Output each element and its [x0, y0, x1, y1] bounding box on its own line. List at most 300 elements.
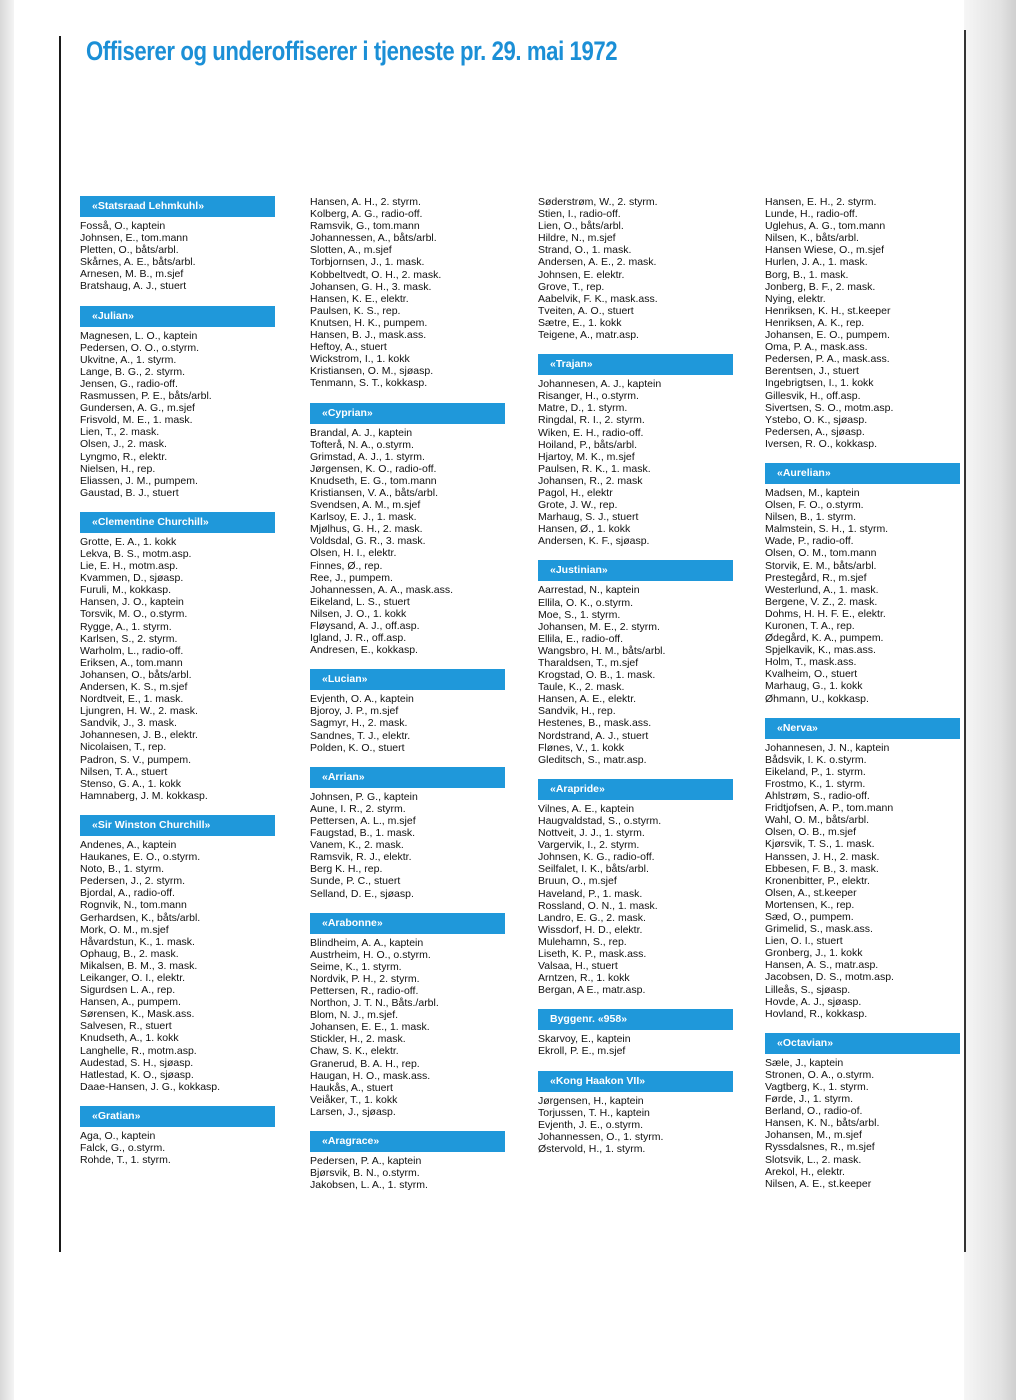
crew-entry: Teigene, A., matr.asp. — [538, 329, 639, 342]
crew-entry: Kolberg, A. G., radio-off. — [310, 208, 423, 221]
crew-entry: Ringdal, R. I., 2. styrm. — [538, 414, 645, 427]
crew-entry: Jørgensen, H., kaptein — [538, 1094, 644, 1107]
crew-entry: Johnsen, E., tom.mann — [80, 232, 188, 245]
crew-entry: Bådsvik, I. K. o.styrm. — [765, 753, 867, 766]
crew-entry: Ophaug, B., 2. mask. — [80, 947, 179, 960]
crew-entry: Paulsen, K. S., rep. — [310, 304, 401, 317]
ship-header: «Nerva» — [765, 718, 960, 739]
crew-entry: Stronen, O. A., o.styrm. — [765, 1068, 875, 1081]
crew-entry: Henriksen, A. K., rep. — [765, 316, 865, 329]
crew-entry: Johansen, E. E., 1. mask. — [310, 1021, 430, 1034]
crew-entry: Bjørsvik, B. N., o.styrm. — [310, 1167, 420, 1180]
ship-header: «Clementine Churchill» — [80, 512, 275, 533]
crew-entry: Nicolaisen, T., rep. — [80, 741, 167, 754]
crew-entry: Andersen, K. S., m.sjef — [80, 681, 188, 693]
crew-entry: Seilfalet, I. K., båts/arbl. — [538, 863, 649, 876]
column-2 — [310, 196, 505, 1204]
crew-entry: Bergene, V. Z., 2. mask. — [765, 595, 878, 608]
crew-entry: Uglehus, A. G., tom.mann — [765, 220, 886, 233]
crew-entry: Larsen, J., sjøasp. — [310, 1105, 396, 1118]
crew-entry: Jørgensen, K. O., radio-off. — [310, 462, 437, 475]
crew-entry: Stenso, G. A., 1. kokk — [80, 777, 181, 790]
crew-entry: Matre, D., 1. styrm. — [538, 402, 628, 415]
crew-entry: Tveiten, A. O., stuert — [538, 304, 634, 317]
crew-entry: Stickler, H., 2. mask. — [310, 1033, 406, 1046]
crew-entry: Faugstad, B., 1. mask. — [310, 827, 416, 840]
crew-entry: Hansen, A. S., matr.asp. — [765, 959, 879, 972]
crew-entry: Mork, O. M., m.sjef — [80, 923, 169, 936]
ship-header: «Julian» — [80, 306, 275, 327]
crew-entry: Nottveit, J. J., 1. styrm. — [538, 827, 645, 840]
crew-entry: Knutsen, H. K., pumpem. — [310, 316, 428, 329]
crew-entry: Bratshaug, A. J., stuert — [80, 280, 187, 293]
crew-entry: Audestad, S. H., sjøasp. — [80, 1056, 194, 1069]
crew-entry: Mulehamn, S., rep. — [538, 935, 627, 948]
crew-entry: Grove, T., rep. — [538, 280, 605, 293]
ship-header: «Lucian» — [310, 669, 505, 690]
ship-section — [538, 779, 733, 997]
ship-section — [310, 913, 505, 1118]
crew-entry: Pettersen, R., radio-off. — [310, 984, 419, 997]
ship-header: «Statsraad Lehmkuhl» — [80, 196, 275, 217]
crew-entry: Kobbeltvedt, O. H., 2. mask. — [310, 268, 442, 281]
crew-entry: Ramsvik, G., tom.mann — [310, 220, 420, 233]
crew-entry: Mikalsen, B. M., 3. mask. — [80, 959, 198, 972]
crew-entry: Johansen, E. O., pumpem. — [765, 329, 890, 342]
crew-entry: Finnes, Ø., rep. — [310, 559, 383, 572]
crew-entry: Hansen, J. O., kaptein — [80, 596, 184, 609]
crew-entry: Rossland, O. N., 1. mask. — [538, 899, 658, 912]
crew-entry: Johnsen, P. G., kaptein — [310, 790, 418, 803]
crew-entry: Arekol, H., elektr. — [765, 1165, 845, 1178]
ship-header: «Arrian» — [310, 767, 505, 788]
crew-entry: Eriksen, A., tom.mann — [80, 656, 183, 669]
crew-entry: Tofterå, N. A., o.styrm. — [310, 438, 414, 451]
crew-entry: Hoiland, P., båts/arbl. — [538, 438, 638, 451]
ship-section — [310, 669, 505, 753]
page-title: Offiserer og underoffiserer i tjeneste pr. 29. mai 1972 — [86, 36, 618, 66]
left-rule — [59, 36, 61, 1252]
right-rule — [964, 30, 966, 1252]
crew-entry: Evjenth, J. E., o.styrm. — [538, 1118, 644, 1131]
crew-entry: Austrheim, H. O., o.styrm. — [310, 948, 431, 961]
ship-header: «Aragrace» — [310, 1131, 505, 1152]
ship-header: «Justinian» — [538, 560, 733, 581]
crew-entry: Padron, S. V., pumpem. — [80, 753, 192, 766]
crew-entry: Arntzen, R., 1. kokk — [538, 972, 630, 985]
crew-entry: Malmstein, S. H., 1. styrm. — [765, 523, 889, 536]
crew-entry: Krogstad, O. B., 1. mask. — [538, 669, 656, 682]
crew-entry: Lunde, H., radio-off. — [765, 208, 858, 221]
crew-entry: Berg K. H., rep. — [310, 863, 383, 876]
crew-entry: Gundersen, A. G., m.sjef — [80, 402, 195, 415]
crew-entry: Dohms, H. H. F. E., elektr. — [765, 607, 886, 620]
crew-entry: Vilnes, A. E., kaptein — [538, 802, 635, 815]
crew-entry: Kristiansen, O. M., sjøasp. — [310, 365, 434, 378]
crew-entry: Kvammen, D., sjøasp. — [80, 572, 184, 585]
crew-entry: Marhaug, S. J., stuert — [538, 511, 639, 524]
crew-entry: Johnsen, K. G., radio-off. — [538, 851, 655, 864]
crew-entry: Karlsoy, E. J., 1. mask. — [310, 511, 417, 524]
crew-entry: Lien, O., båts/arbl. — [538, 220, 624, 233]
ship-section — [80, 306, 275, 499]
crew-entry: Prestegård, R., m.sjef — [765, 571, 867, 584]
ship-section — [80, 512, 275, 802]
crew-entry: Ukvitne, A., 1. styrm. — [80, 353, 177, 366]
ship-section — [765, 1033, 960, 1190]
crew-entry: Kristiansen, V. A., båts/arbl. — [310, 486, 439, 499]
crew-entry: Hurlen, J. A., 1. mask. — [765, 256, 868, 269]
column-3 — [538, 196, 733, 1168]
column-1 — [80, 196, 275, 1179]
crew-entry: Slotsvik, L., 2. mask. — [765, 1153, 862, 1166]
crew-entry: Pedersen, P. A., kaptein — [310, 1155, 422, 1167]
crew-entry: Frisvold, M. E., 1. mask. — [80, 414, 193, 427]
crew-entry: Olsen, H. I., elektr. — [310, 547, 397, 560]
crew-entry: Sivertsen, S. O., motm.asp. — [765, 401, 894, 414]
crew-entry: Paulsen, R. K., 1. mask. — [538, 462, 651, 475]
crew-entry: Eikeland, P., 1. styrm. — [765, 765, 866, 778]
crew-entry: Marhaug, G., 1. kokk — [765, 680, 863, 693]
crew-entry: Johansen, M., m.sjef — [765, 1129, 862, 1142]
crew-entry: Eikeland, L. S., stuert — [310, 595, 410, 608]
crew-entry: Nilsen, J. O., 1. kokk — [310, 607, 407, 620]
crew-entry: Aune, I. R., 2. styrm. — [310, 802, 406, 815]
crew-entry: Nielsen, H., rep. — [80, 462, 156, 475]
ship-header: «Trajan» — [538, 354, 733, 375]
crew-entry: Haukanes, E. O., o.styrm. — [80, 851, 201, 864]
crew-entry: Taule, K., 2. mask. — [538, 681, 625, 694]
crew-entry: Evjenth, O. A., kaptein — [310, 693, 414, 706]
crew-entry: Haugan, H. O., mask.ass. — [310, 1069, 431, 1082]
crew-entry: Torsvik, M. O., o.styrm. — [80, 608, 188, 621]
crew-entry: Sætre, E., 1. kokk — [538, 316, 622, 329]
column-4 — [765, 196, 960, 1203]
crew-entry: Hansen, Ø., 1. kokk — [538, 523, 631, 536]
crew-entry: Daae-Hansen, J. G., kokkasp. — [80, 1080, 221, 1093]
crew-entry: Skarvoy, E., kaptein — [538, 1033, 631, 1046]
crew-entry: Landro, E. G., 2. mask. — [538, 911, 646, 924]
crew-entry: Lien, O. I., stuert — [765, 935, 843, 948]
crew-entry: Rognvik, N., tom.mann — [80, 899, 187, 912]
crew-entry: Torjussen, T. H., kaptein — [538, 1106, 650, 1119]
crew-entry: Selland, D. E., sjøasp. — [310, 887, 414, 900]
crew-entry: Hovland, R., kokkasp. — [765, 1007, 868, 1020]
crew-entry: Sæle, J., kaptein — [765, 1056, 844, 1069]
crew-entry: Borg, B., 1. mask. — [765, 268, 849, 281]
crew-entry: Westerlund, A., 1. mask. — [765, 583, 879, 596]
crew-entry: Olsen, J., 2. mask. — [80, 438, 167, 451]
crew-entry: Hansen Wiese, O., m.sjef — [765, 244, 885, 257]
crew-entry: Valsaa, H., stuert — [538, 960, 618, 973]
crew-entry: Nilsen, B., 1. styrm. — [765, 511, 857, 524]
crew-entry: Førde, J., 1. styrm. — [765, 1093, 854, 1106]
crew-entry: Grote, J. W., rep. — [538, 499, 618, 512]
crew-entry: Warholm, L., radio-off. — [80, 644, 184, 657]
crew-entry: Igland, J. R., off.asp. — [310, 632, 407, 645]
crew-entry: Kuronen, T. A., rep. — [765, 620, 855, 632]
ship-header: «Octavian» — [765, 1033, 960, 1054]
crew-entry: Nordvik, P. H., 2. styrm. — [310, 972, 420, 985]
crew-entry: Andersen, A. E., 2. mask. — [538, 256, 657, 269]
crew-entry: Storvik, E. M., båts/arbl. — [765, 559, 877, 572]
crew-entry: Brandal, A. J., kaptein — [310, 426, 413, 439]
crew-entry: Hansen, E. H., 2. styrm. — [765, 196, 877, 208]
ship-section — [765, 718, 960, 1020]
crew-entry: Olsen, O. B., m.sjef — [765, 826, 857, 839]
crew-entry: Grimelid, S., mask.ass. — [765, 923, 873, 936]
crew-entry: Strand, O., 1. mask. — [538, 244, 632, 257]
ship-section — [538, 1071, 733, 1155]
crew-entry: Madsen, M., kaptein — [765, 486, 860, 499]
crew-entry: Gillesvik, H., off.asp. — [765, 389, 861, 402]
crew-entry: Wade, P., radio-off. — [765, 535, 854, 548]
crew-entry: Ystebo, O. K., sjøasp. — [765, 413, 868, 426]
crew-entry: Ellila, E., radio-off. — [538, 632, 624, 645]
crew-entry: Liseth, K. P., mask.ass. — [538, 947, 647, 960]
crew-entry: Lien, T., 2. mask. — [80, 426, 160, 439]
crew-entry: Ebbesen, F. B., 3. mask. — [765, 862, 879, 875]
crew-entry: Ljungren, H. W., 2. mask. — [80, 705, 198, 718]
crew-entry: Andresen, E., kokkasp. — [310, 644, 418, 657]
ship-section — [765, 196, 960, 450]
crew-entry: Nying, elektr. — [765, 292, 826, 305]
crew-entry: Jacobsen, D. S., motm.asp. — [765, 971, 894, 984]
crew-entry: Knudseth, E. G., tom.mann — [310, 474, 437, 487]
crew-entry: Johannessen, O., 1. styrm. — [538, 1130, 664, 1143]
crew-entry: Grotte, E. A., 1. kokk — [80, 535, 177, 548]
crew-entry: Sandvik, J., 3. mask. — [80, 717, 177, 730]
crew-entry: Hansen, K. E., elektr. — [310, 292, 409, 305]
crew-entry: Hanssen, J. H., 2. mask. — [765, 850, 880, 863]
page-edge-left — [0, 0, 14, 1400]
crew-entry: Ramsvik, R. J., elektr. — [310, 851, 412, 864]
crew-entry: Hansen, A. H., 2. styrm. — [310, 196, 421, 208]
ship-section — [538, 196, 733, 341]
crew-entry: Lyngmo, R., elektr. — [80, 450, 168, 463]
crew-entry: Wiken, E. H., radio-off. — [538, 426, 644, 439]
ship-section — [765, 463, 960, 705]
crew-entry: Veiåker, T., 1. kokk — [310, 1093, 398, 1106]
crew-entry: Olsen, O. M., tom.mann — [765, 547, 877, 560]
crew-entry: Jakobsen, L. A., 1. styrm. — [310, 1179, 428, 1192]
crew-entry: Nilsen, T. A., stuert — [80, 765, 168, 778]
ship-header: «Arabonne» — [310, 913, 505, 934]
crew-entry: Andersen, K. F., sjøasp. — [538, 535, 650, 548]
crew-entry: Johnsen, E. elektr. — [538, 268, 625, 281]
crew-entry: Pedersen, O. O., o.styrm. — [80, 341, 200, 354]
crew-entry: Spjelkavik, K., mas.ass. — [765, 644, 876, 657]
crew-entry: Vargervik, I., 2. styrm. — [538, 839, 640, 852]
crew-entry: Mortensen, K., rep. — [765, 898, 855, 911]
crew-entry: Johannesen, J. N., kaptein — [765, 741, 890, 754]
crew-entry: Nordstrand, A. J., stuert — [538, 729, 649, 742]
crew-entry: Haveland, P., 1. mask. — [538, 887, 643, 900]
crew-entry: Lange, B. G., 2. styrm. — [80, 365, 186, 378]
crew-entry: Hansen, B. J., mask.ass. — [310, 329, 427, 342]
ship-header: «Arapride» — [538, 779, 733, 800]
crew-entry: Langhelle, R., motm.asp. — [80, 1044, 197, 1057]
ship-header: «Sir Winston Churchill» — [80, 815, 275, 836]
crew-entry: Rasmussen, P. E., båts/arbl. — [80, 390, 212, 403]
crew-entry: Nordtveit, E., 1. mask. — [80, 693, 184, 706]
crew-entry: Hjartoy, M. K., m.sjef — [538, 450, 635, 463]
crew-entry: Bruun, O., m.sjef — [538, 875, 617, 888]
crew-entry: Hatlestad, K. O., sjøasp. — [80, 1068, 194, 1081]
crew-entry: Gronberg, J., 1. kokk — [765, 947, 863, 960]
ship-section — [310, 1131, 505, 1191]
crew-entry: Berland, O., radio-of. — [765, 1105, 863, 1118]
crew-entry: Polden, K. O., stuert — [310, 741, 405, 754]
ship-header: «Cyprian» — [310, 403, 505, 424]
crew-entry: Blom, N. J., m.sjef. — [310, 1009, 399, 1022]
crew-entry: Iversen, R. O., kokkasp. — [765, 437, 878, 450]
ship-header: «Aurelian» — [765, 463, 960, 484]
crew-entry: Johansen, M. E., 2. styrm. — [538, 620, 660, 633]
crew-entry: Vagtberg, K., 1. styrm. — [765, 1081, 869, 1093]
crew-entry: Andenes, A., kaptein — [80, 838, 177, 851]
crew-entry: Seime, K., 1. styrm. — [310, 960, 402, 973]
crew-entry: Aga, O., kaptein — [80, 1129, 156, 1142]
crew-entry: Wahl, O. M., båts/arbl. — [765, 814, 870, 827]
crew-entry: Pedersen, A., sjøasp. — [765, 425, 865, 438]
ship-section — [80, 815, 275, 1093]
crew-entry: Aabelvik, F. K., mask.ass. — [538, 292, 658, 305]
crew-entry: Falck, G., o.styrm. — [80, 1142, 166, 1154]
crew-entry: Flønes, V., 1. kokk — [538, 741, 624, 754]
crew-entry: Bjoroy, J. P., m.sjef — [310, 705, 399, 718]
crew-entry: Lekva, B. S., motm.asp. — [80, 547, 192, 560]
crew-entry: Svendsen, A. M., m.sjef — [310, 499, 421, 512]
crew-entry: Frostmo, K., 1. styrm. — [765, 777, 866, 790]
crew-entry: Moe, S., 1. styrm. — [538, 608, 621, 621]
crew-entry: Fridtjofsen, A. P., tom.mann — [765, 802, 894, 815]
crew-entry: Ellila, O. K., o.styrm. — [538, 596, 634, 609]
crew-entry: Johannessen, A., båts/arbl. — [310, 232, 437, 245]
crew-entry: Rohde, T., 1. styrm. — [80, 1154, 171, 1167]
crew-entry: Jonberg, B. F., 2. mask. — [765, 280, 876, 293]
crew-entry: Fosså, O., kaptein — [80, 220, 166, 232]
crew-entry: Risanger, H., o.styrm. — [538, 390, 639, 403]
crew-entry: Vanem, K., 2. mask. — [310, 839, 404, 852]
crew-entry: Karlsen, S., 2. styrm. — [80, 632, 178, 645]
crew-entry: Hovde, A. J., sjøasp. — [765, 995, 862, 1008]
crew-entry: Henriksen, K. H., st.keeper — [765, 304, 891, 317]
crew-entry: Gleditsch, S., matr.asp. — [538, 753, 647, 766]
crew-entry: Gaustad, B. J., stuert — [80, 486, 179, 499]
crew-entry: Nilsen, A. E., st.keeper — [765, 1177, 872, 1190]
crew-entry: Sigurdsen L. A., rep. — [80, 984, 176, 997]
crew-entry: Grimstad, A. J., 1. styrm. — [310, 450, 425, 463]
crew-entry: Gerhardsen, K., båts/arbl. — [80, 911, 201, 924]
crew-entry: Noto, B., 1. styrm. — [80, 863, 165, 876]
crew-entry: Berentsen, J., stuert — [765, 365, 859, 378]
crew-entry: Ahlstrøm, S., radio-off. — [765, 790, 870, 803]
crew-entry: Mjølhus, G. H., 2. mask. — [310, 523, 423, 536]
crew-entry: Heftoy, A., stuert — [310, 341, 387, 354]
crew-entry: Magnesen, L. O., kaptein — [80, 329, 198, 342]
crew-entry: Slotten, A., m.sjef — [310, 244, 392, 257]
crew-entry: Hamnaberg, J. M. kokkasp. — [80, 789, 208, 802]
crew-entry: Arnesen, M. B., m.sjef — [80, 268, 184, 281]
crew-entry: Hansen, A. E., elektr. — [538, 693, 637, 706]
crew-entry: Oma, P. A., mask.ass. — [765, 341, 868, 354]
crew-entry: Jensen, G., radio-off. — [80, 377, 178, 390]
crew-entry: Wickstrom, I., 1. kokk — [310, 353, 410, 366]
crew-entry: Lilleås, S., sjøasp. — [765, 983, 851, 996]
crew-entry: Sæd, O., pumpem. — [765, 910, 854, 923]
page-edge-right — [964, 0, 1016, 1400]
crew-entry: Olsen, A., st.keeper — [765, 886, 857, 899]
crew-entry: Leikanger, O. I., elektr. — [80, 971, 186, 984]
crew-entry: Tenmann, S. T., kokkasp. — [310, 377, 428, 390]
crew-entry: Haukås, A., stuert — [310, 1081, 393, 1094]
crew-entry: Håvardstun, K., 1. mask. — [80, 935, 195, 948]
crew-entry: Østervold, H., 1. styrm. — [538, 1142, 646, 1155]
crew-entry: Pagol, H., elektr — [538, 486, 613, 499]
ship-section — [310, 767, 505, 900]
crew-entry: Sunde, P. C., stuert — [310, 875, 401, 888]
crew-entry: Holm, T., mask.ass. — [765, 656, 857, 669]
crew-entry: Salvesen, R., stuert — [80, 1020, 172, 1033]
crew-entry: Hansen, K. N., båts/arbl. — [765, 1117, 880, 1130]
crew-entry: Ryssdalsnes, R., m.sjef — [765, 1141, 875, 1154]
crew-entry: Eliassen, J. M., pumpem. — [80, 474, 198, 487]
crew-entry: Knudseth, A., 1. kokk — [80, 1032, 179, 1045]
crew-entry: Sagmyr, H., 2. mask. — [310, 717, 408, 730]
crew-entry: Pedersen, J., 2. styrm. — [80, 875, 186, 888]
crew-entry: Bjordal, A., radio-off. — [80, 887, 175, 900]
crew-entry: Hestenes, B., mask.ass. — [538, 717, 652, 730]
crew-entry: Sandnes, T. J., elektr. — [310, 729, 411, 742]
crew-entry: Northon, J. T. N., Båts./arbl. — [310, 997, 439, 1010]
crew-entry: Johannesen, A. J., kaptein — [538, 378, 662, 391]
crew-entry: Sørensen, K., Mask.ass. — [80, 1008, 195, 1021]
crew-entry: Hansen, A., pumpem. — [80, 996, 181, 1009]
crew-entry: Johannessen, A. A., mask.ass. — [310, 583, 453, 596]
crew-entry: Kvalheim, O., stuert — [765, 668, 858, 681]
crew-entry: Furuli, M., kokkasp. — [80, 584, 172, 597]
crew-entry: Søderstrøm, W., 2. styrm. — [538, 196, 658, 208]
crew-entry: Rygge, A., 1. styrm. — [80, 620, 172, 633]
crew-entry: Hildre, N., m.sjef — [538, 232, 616, 245]
crew-entry: Voldsdal, G. R., 3. mask. — [310, 535, 426, 548]
ship-section — [538, 354, 733, 547]
crew-entry: Nilsen, K., båts/arbl. — [765, 232, 859, 245]
crew-entry: Johansen, O., båts/arbl. — [80, 668, 192, 681]
crew-entry: Øhmann, U., kokkasp. — [765, 692, 869, 705]
crew-entry: Chaw, S. K., elektr. — [310, 1045, 399, 1058]
crew-entry: Pletten, O., båts/arbl. — [80, 244, 179, 257]
crew-entry: Johansen, R., 2. mask — [538, 474, 643, 487]
ship-header: «Gratian» — [80, 1106, 275, 1127]
crew-entry: Pettersen, A. L., m.sjef — [310, 814, 416, 827]
crew-entry: Blindheim, A. A., kaptein — [310, 936, 424, 949]
crew-entry: Kronenbitter, P., elektr. — [765, 874, 870, 887]
crew-entry: Aarrestad, N., kaptein — [538, 584, 640, 597]
crew-entry: Fløysand, A. J., off.asp. — [310, 620, 420, 632]
ship-section — [80, 1106, 275, 1166]
crew-entry: Kjørsvik, T. S., 1. mask. — [765, 838, 875, 851]
crew-entry: Ree, J., pumpem. — [310, 571, 393, 584]
crew-entry: Granerud, B. A. H., rep. — [310, 1057, 420, 1070]
crew-entry: Tharaldsen, T., m.sjef — [538, 657, 639, 669]
crew-entry: Sandvik, H., rep. — [538, 705, 616, 718]
crew-entry: Ødegård, K. A., pumpem. — [765, 632, 884, 645]
crew-entry: Haugvaldstad, S., o.styrm. — [538, 814, 662, 827]
ship-section — [310, 196, 505, 390]
crew-entry: Torbjornsen, J., 1. mask. — [310, 256, 425, 269]
